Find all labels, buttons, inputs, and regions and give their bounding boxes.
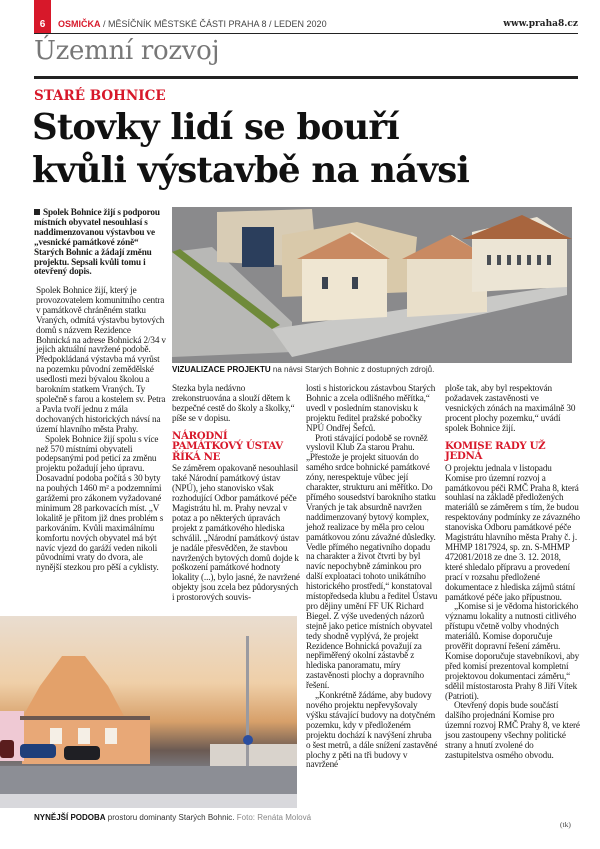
subheading-komise: KOMISE RADY UŽ JEDNÁ [445, 439, 546, 463]
paragraph: „Komise si je vědoma historického významu lokality a nutnosti citlivého přístupu včetně volby vhodných materiálů. Komise doporučuje prověřit dopravní řešení záměru. Komise doporučuje stavebníkovi, aby před komisí prezentoval kompletní projektovou dokumentaci záměru,“ sdělil místostarosta Prahy 8 Jiří Vítek (Patrioti). [445, 601, 580, 701]
section-rule [34, 76, 578, 79]
column-1 [36, 286, 166, 573]
subheading-npu: NÁRODNÍ PAMÁTKOVÝ ÚSTAV ŘÍKÁ NE [172, 429, 283, 463]
article-lede [34, 208, 166, 277]
paragraph: Spolek Bohnice žijí spolu s více než 570 místními obyvateli podepsanými pod peticí za změnu projektu požadují jeho úpravu. Dosavadní podoba počítá s 30 byty na pouhých 1460 m² a podzemními garážemi pro zákonem vyžadované minimum 28 parkovacích míst. „V lokalitě je přitom již dnes problém s parkováním. Kvůli maximálnímu komfortu nových obyvatel má být navíc vjezd do garáží veden nikoli původními vraty do dvora, ale nynější stezkou pro pěší a cyklisty. [36, 433, 164, 573]
paragraph: Otevřený dopis bude součástí dalšího projednání Komise pro územní rozvoj RMČ Prahy 8, ve které jsou zastoupeny všechny politické strany a hnutí zvolené do zastupitelstva osmého obvodu. [445, 700, 580, 760]
article-kicker: STARÉ BOHNICE [34, 88, 166, 104]
column-4 [445, 384, 580, 761]
author-signature: (tk) [560, 820, 571, 829]
column-3 [306, 384, 438, 770]
paragraph: „Konkrétně žádáme, aby budovy nového projektu nepřevyšovaly výšku stávající budovy na dotyčném pozemku, kdy v předloženém projektu dochází k navýšení zhruba o šest metrů, a dále snížení zastavěné plochy z pěti na tři budovy v navržené [306, 690, 438, 770]
caption-text: prostoru dominanty Starých Bohnic. [105, 813, 235, 822]
masthead [58, 19, 327, 29]
caption-text: na návsi Starých Bohnic z dostupných zdrojů. [270, 365, 435, 374]
lede-text: Spolek Bohnice žijí s podporou místních obyvatel nesouhlasí s naddimenzovanou výstavbou ve „vesnické památkové zóně“ Starých Bohnic a žádají změnu projektu. Sepsali kvůli tomu i otevřený dopis. [34, 207, 160, 277]
visualization-caption [172, 365, 434, 374]
article-headline [32, 106, 592, 192]
paragraph: Se záměrem opakovaně nesouhlasil také Národní památkový ústav (NPÚ), jeho stanovisko však rozhodující Odbor památkové péče Magistrátu hl. m. Prahy nevzal v potaz a po některých úpravách projekt z památkového hlediska schválil. „Národní památkový ústav je nadále přesvědčen, že stavbou navržených bytových domů dojde k poškození památkové hodnoty lokality (...), bylo jasné, že navržené objekty jsou zcela bez půdorysných i prostorových souvis- [172, 463, 300, 603]
photo-credit: Foto: Renáta Molová [234, 813, 312, 822]
caption-bold: NYNĚJŠÍ PODOBA [34, 813, 106, 822]
paragraph: Proti stávající podobě se rovněž vyslovil Klub Za starou Prahu. „Přestože je projekt situován do samého srdce bohnické památkové zóny, nerespektuje vůbec její charakter, strukturu ani měřítko. Do přímého sousedství barokního statku Vraných je tak absurdně navržen naddimenzovaný bytový komplex, jehož realizace by měla pro celou památkovou zónu závažné důsledky. Vedle přímého negativního dopadu na charakter a život čtvrti by byl navíc nepochybně záminkou pro další exploataci tohoto unikátního historického prostředí,“ konstatoval místopředseda klubu a ředitel Ústavu pro dějiny umění FF UK Richard Biegel. Z výše uvedených názorů stejně jako petice místních obyvatel tedy shodně vyplývá, že projekt Rezidence Bohnická považují za nepřiměřený okolní zástavbě z hlediska panoramatu, míry zastavěnosti plochy a dopravního řešení. [306, 432, 438, 691]
project-visualization-image [172, 207, 572, 363]
paragraph: losti s historickou zástavbou Starých Bohnic a zcela odlišného měřítka,“ uvedl v posledním stanovisku k projektu ředitel pražské pobočky NPÚ Ondřej Šefců. [306, 383, 436, 433]
caption-bold: VIZUALIZACE PROJEKTU [172, 365, 271, 374]
column-2 [172, 384, 300, 603]
paragraph: Spolek Bohnice žijí, který je provozovatelem komunitního centra v památkově chráněném statku Vraných, odmítá výstavbu bytových domů s názvem Rezidence Bohnická na adrese Bohnická 2/34 v jejich aktuální navržené podobě. Předpokládaná výstavba má vyrůst na pozemku původní zemědělské usedlosti mezi bývalou školou a barokním statkem Vraných. Ty společně s farou a kostelem sv. Petra a Pavla tvoří jednu z mála dochovaných historických návsí na území hlavního města Prahy. [36, 285, 166, 434]
photo-caption [34, 813, 311, 822]
masthead-text: / MĚSÍČNÍK MĚSTSKÉ ČÁSTI PRAHA 8 / LEDEN 2020 [100, 19, 327, 29]
headline-line-2: kvůli výstavbě na návsi [32, 150, 470, 191]
current-state-photo [0, 616, 297, 808]
paragraph: ploše tak, aby byl respektován požadavek zastavěnosti ve vesnických zónách na maximálně 30 procent plochy pozemku,“ uvádí spolek Bohnice žijí. [445, 383, 576, 433]
website-link[interactable]: www.praha8.cz [503, 19, 578, 29]
publication-name: OSMIČKA [58, 19, 101, 29]
bullet-square-icon [34, 209, 40, 215]
paragraph: Stezka byla nedávno zrekonstruována a slouží dětem k bezpečné cestě do školy a školky,“ píše se v dopisu. [172, 383, 295, 423]
page-number: 6 [34, 0, 51, 33]
headline-line-1: Stovky lidí se bouří [32, 107, 399, 148]
section-title: Územní rozvoj [34, 36, 220, 66]
paragraph: O projektu jednala v listopadu Komise pro územní rozvoj a památkovou péči RMČ Praha 8, která souhlasí na základě předložených materiálů se záměrem s tím, že budou respektovány podmínky ze závazného stanoviska Odboru památkové péče Magistrátu hlavního města Prahy č. j. MHMP 1817924, sp. zn. S-MHMP 472081/2018 ze dne 3. 12. 2018, které shledalo přípravu a provedení prací v rozsahu předložené dokumentace z hlediska zájmů státní památkové péče jako přípustnou. [445, 462, 580, 602]
header-divider [34, 33, 578, 34]
